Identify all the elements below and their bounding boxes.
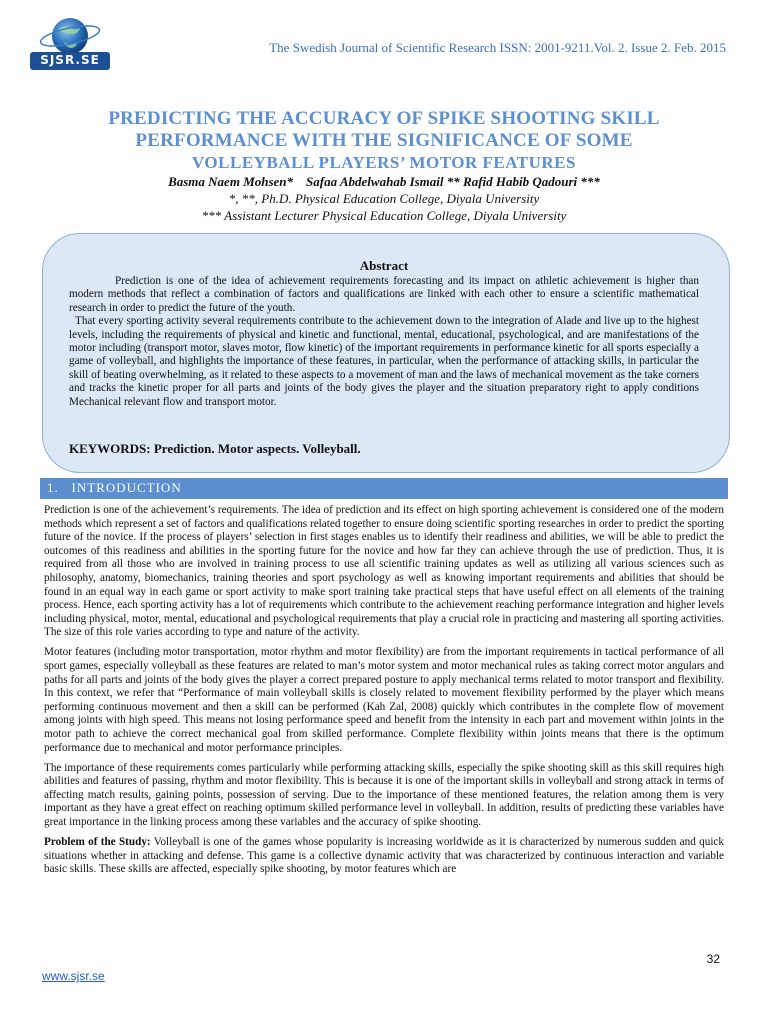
- title-line-2: PERFORMANCE WITH THE SIGNIFICANCE OF SOME: [135, 130, 633, 151]
- body-paragraph: Prediction is one of the achievement’s requirements. The idea of prediction and its effect on high sporting achievement is considered one of the modern methods which represent a set of factors and qualifications related together to ensure doing scientific sporting researches in order to predict the sporting future of the novice. If the process of players’ selection in first stages enables us to identify their readiness and abilities, we will be able to predict the outcomes of this readiness and abilities in the sporting future for the novice and how far they can achieve through the use of prediction. Thus, it is required from all those who are involved in training process to use all scientific training updates as well as utilizing all various sciences such as philosophy, anatomy, biomechanics, training theories and sport psychology as well as knowing important requirements and abilities that should be found in an equal way in each game or sport activity to make sport training take practical steps that have useful effect on all elements of the training process. Hence, each sporting activity has a lot of requirements which contribute to the achievement reaching performance integration and higher levels including physical, motor, mental, educational and psychological requirements that play a crucial role in practicing and mastering all sporting activities. The size of this role varies according to type and nature of the activity.: [44, 504, 724, 639]
- page-number: 32: [706, 952, 720, 966]
- problem-text: Volleyball is one of the games whose popularity is increasing worldwide as it is characterized by numerous sudden and quick situations whether in attacking and defense. This game is a collective dynamic activity that was characterized by continuous interaction and variable basic skills. These skills are affected, especially spike shooting, by motor features which are: [44, 836, 724, 876]
- affiliation-1: *, **, Ph.D. Physical Education College, Diyala University: [228, 191, 540, 206]
- body-paragraph: Motor features (including motor transportation, motor rhythm and motor flexibility) are from the important requirements in tactical performance of all sport games, especially volleyball as these features are related to man’s motor system and motor mechanical rules as taking correct motor angulars and paths for all parts and joints of the body gives the player a correct prepared posture to apply mechanical terms related to motor transport and flexibility. In this context, we refer that “Performance of main volleyball skills is closely related to movement flexibility performed by the player which means performing continuous movement and then a skill can be performed (Kah Zal, 2008) quickly which contributes in the complete flow of movement among joints with high speed. This means not losing performance speed and benefit from the intensity in each part and movement within joints in the motor path to achieve the correct mechanical goal from skilled performance. Complete flexibility within joints means that there is the optimum performance due to mechanical and motor performance principles.: [44, 646, 724, 754]
- title-line-3: VOLLEYBALL PLAYERS’ MOTOR FEATURES: [192, 153, 576, 172]
- keywords: KEYWORDS: Prediction. Motor aspects. Volleyball.: [69, 441, 361, 456]
- body-paragraph: The importance of these requirements comes particularly while performing attacking skills, especially the spike shooting skill as this skill requires high abilities and features of passing, rhythm and motor flexibility. This is because it is one of the important skills in volleyball and strong attack in terms of affecting match results, gaining points, possession of serving. Due to the importance of these mentioned features, the relation among them is very important as they have a great effect on reaching optimum skilled performance level in volleyball. In addition, results of predicting these variables have great importance in the linking process among these variables and the accuracy of spike shooting.: [44, 761, 724, 829]
- title-line-1: PREDICTING THE ACCURACY OF SPIKE SHOOTING SKILL: [108, 108, 660, 129]
- problem-label: Problem of the Study:: [44, 836, 151, 849]
- journal-logo: [14, 14, 126, 74]
- abstract-paragraph: That every sporting activity several requirements contribute to the achievement down to the integration of Alade and live up to the highest levels, including the requirements of physical and kinetic and functional, mental, educational, psychological, and are manifestations of the motor including (transport motor, slaves motor, flow kinetic) of the important requirements in performance kinetic for all sports especially a game of volleyball, and highlights the importance of these features, in particular, when the performance of attacking skills, in particular the skill of beating overwhelming, as it related to these aspects to a movement of man and the laws of mechanical movement as the take corners and tracks the kinetic proper for all parts and joints of the body gives the player and the situation preparatory right to apply conditions Mechanical relevant flow and transport motor.: [69, 315, 699, 408]
- affiliation-2: *** Assistant Lecturer Physical Education College, Diyala University: [201, 208, 567, 223]
- abstract-text: [69, 275, 699, 409]
- journal-citation: The Swedish Journal of Scientific Research ISSN: 2001-9211.Vol. 2. Issue 2. Feb. 2015: [269, 40, 726, 55]
- paper-title: [40, 108, 728, 174]
- section-heading: 1. INTRODUCTION: [40, 478, 728, 499]
- body-text: [44, 504, 724, 883]
- abstract-heading: Abstract: [359, 258, 409, 273]
- website-link[interactable]: www.sjsr.se: [42, 969, 105, 983]
- logo-text: SJSR.SE: [40, 53, 100, 67]
- author-names: Basma Naem Mohsen* Safaa Abdelwahab Ismail ** Rafid Habib Qadouri ***: [168, 174, 600, 189]
- abstract-paragraph: Prediction is one of the idea of achievement requirements forecasting and its impact on athletic achievement is higher than modern methods that reflect a combination of factors and qualifications are linked with each other to ensure a scientific mathematical research in order to predict the future of the youth.: [69, 275, 699, 314]
- body-paragraph: [44, 836, 724, 877]
- author-block: [40, 173, 728, 224]
